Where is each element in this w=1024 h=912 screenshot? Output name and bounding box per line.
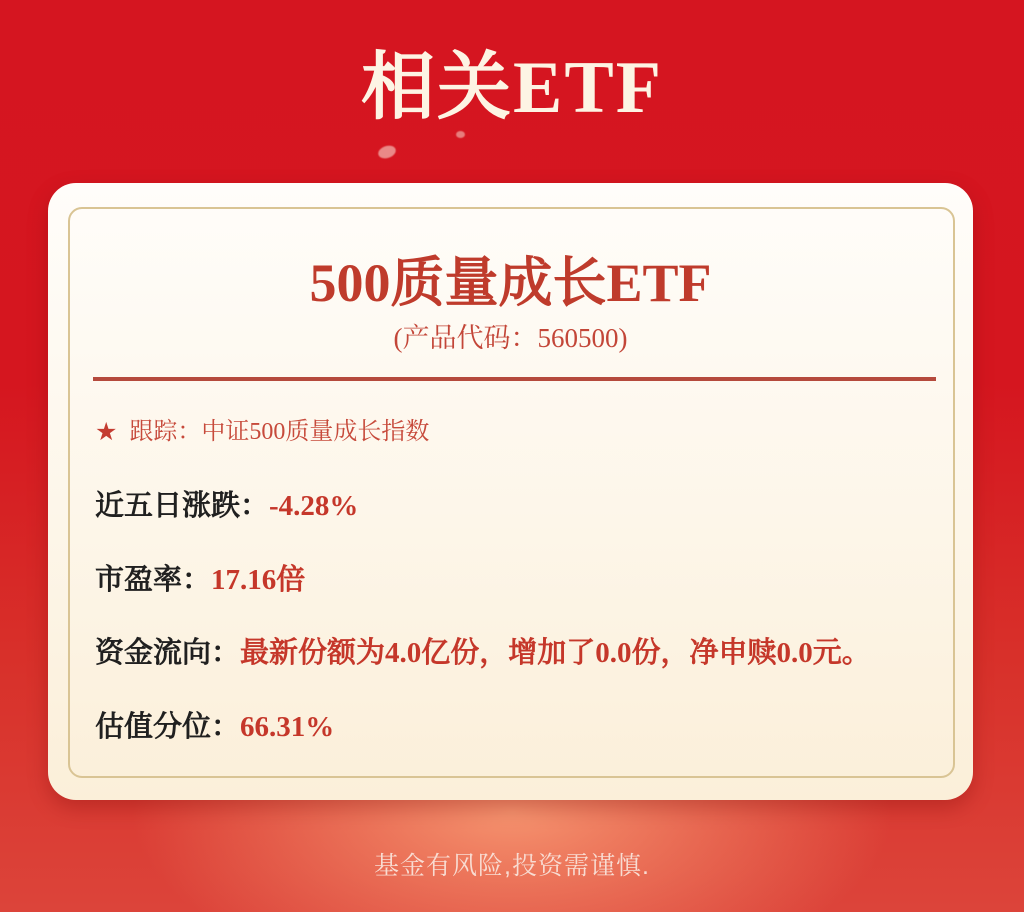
decorative-dot-large bbox=[377, 144, 398, 161]
stat-label: 资金流向： bbox=[95, 637, 241, 669]
stat-label: 估值分位： bbox=[95, 711, 241, 743]
stat-label: 市盈率： bbox=[95, 564, 212, 596]
tracking-index-row bbox=[95, 417, 429, 447]
page-title: 相关ETF bbox=[361, 47, 663, 129]
stat-value: -4.28% bbox=[269, 490, 359, 522]
stat-row-fund-flow bbox=[95, 634, 871, 677]
stat-value: 66.31% bbox=[240, 711, 335, 743]
stat-row-valuation-percentile bbox=[95, 708, 334, 751]
divider-line bbox=[93, 377, 936, 381]
tracking-label: 跟踪： bbox=[129, 419, 202, 445]
risk-disclaimer: 基金有风险,投资需谨慎. bbox=[374, 852, 650, 880]
etf-card bbox=[48, 183, 973, 800]
tracking-index-name: 中证500质量成长指数 bbox=[201, 419, 430, 445]
star-icon: ★ bbox=[95, 417, 118, 446]
stat-label: 近五日涨跌： bbox=[95, 490, 270, 522]
etf-product-code: (产品代码：560500) bbox=[393, 323, 628, 353]
stat-row-five-day-change bbox=[95, 487, 358, 530]
stat-value: 最新份额为4.0亿份，增加了0.0份，净申赎0.0元。 bbox=[240, 637, 871, 669]
decorative-dot-small bbox=[456, 131, 465, 138]
etf-name: 500质量成长ETF bbox=[309, 253, 712, 313]
stat-row-pe-ratio bbox=[95, 561, 305, 604]
stat-value: 17.16倍 bbox=[211, 564, 306, 596]
